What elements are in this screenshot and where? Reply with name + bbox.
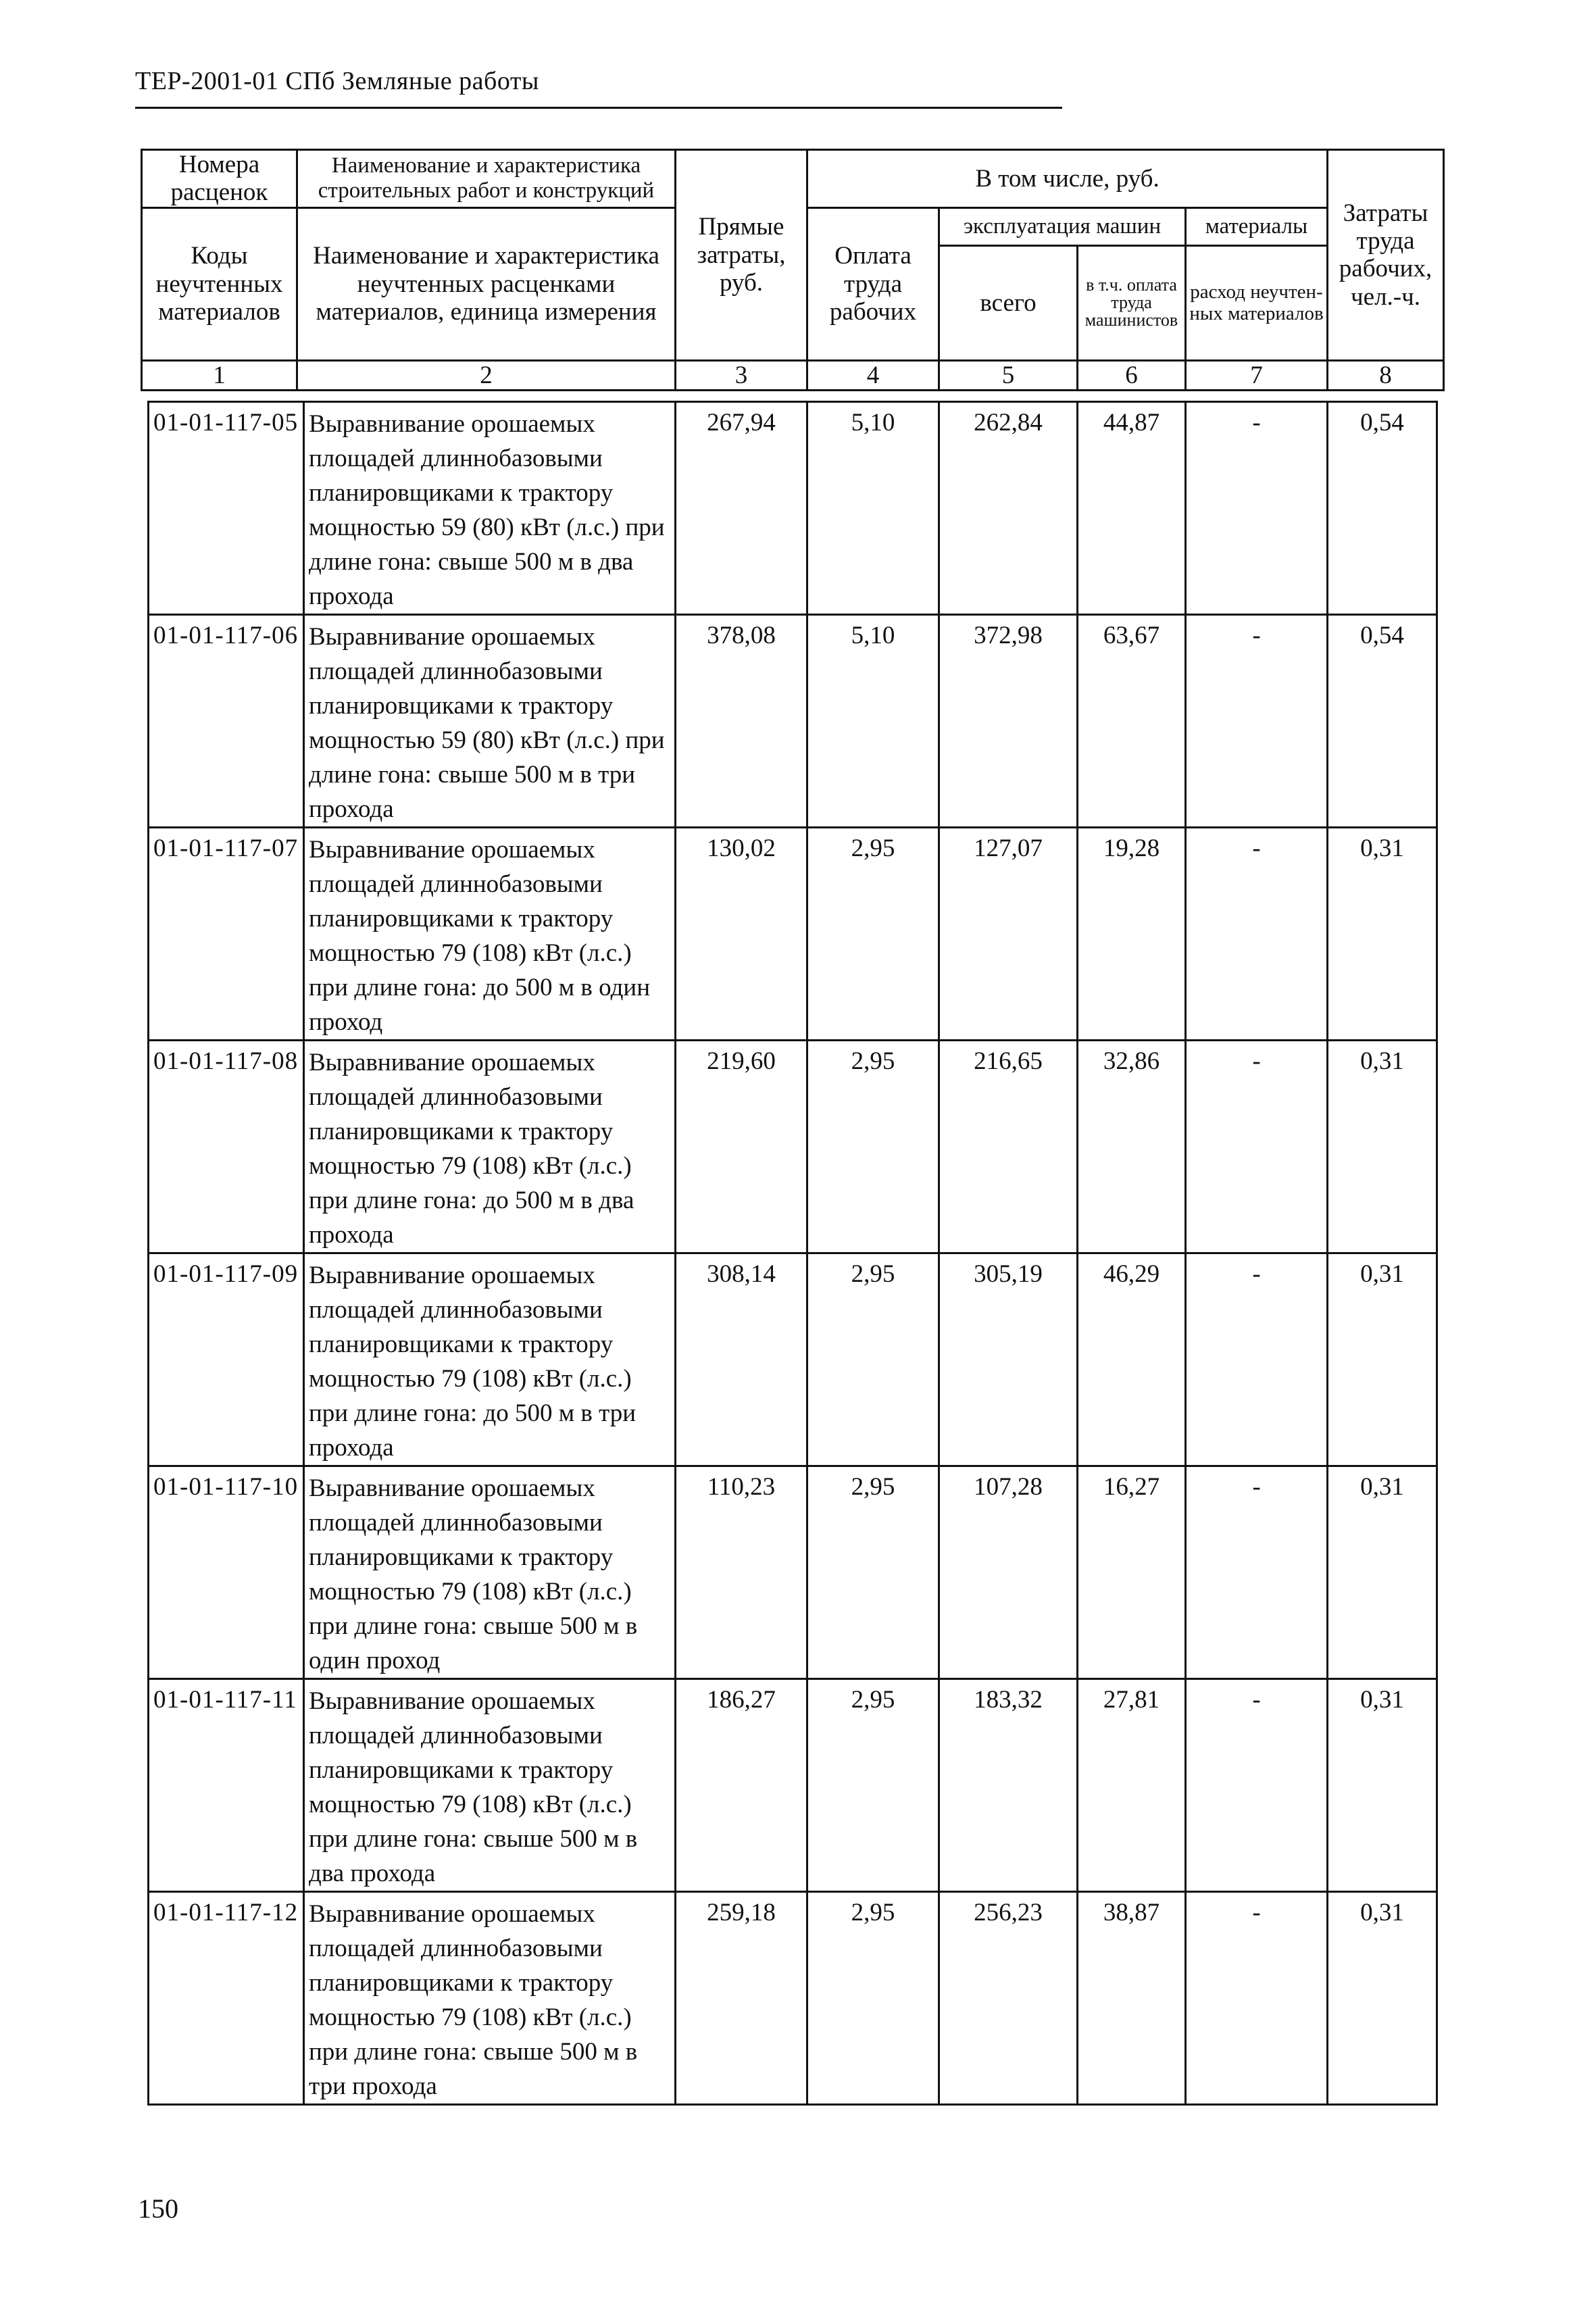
- machinist-pay-value: 38,87: [1078, 1892, 1186, 2105]
- header-machine-operation: эксплуатация машин: [939, 207, 1186, 245]
- table-row: [149, 828, 1437, 1041]
- machines-total-value: 305,19: [939, 1253, 1078, 1466]
- machines-total-value: 216,65: [939, 1041, 1078, 1253]
- column-number: 1: [142, 360, 297, 390]
- table-row: [149, 1041, 1437, 1253]
- machinist-pay-value: 44,87: [1078, 402, 1186, 615]
- rate-code: 01-01-117-10: [149, 1466, 304, 1679]
- materials-value: -: [1186, 1041, 1328, 1253]
- labor-hours-value: 0,31: [1328, 1892, 1437, 2105]
- machines-total-value: 372,98: [939, 615, 1078, 828]
- header-rule: [135, 107, 1062, 109]
- work-description: Выравнивание орошаемых площадей длиннобазовыми планировщиками к трактору мощностью 79 (108) кВт (л.с.) при длине гона: свыше 500 м в два прохода: [304, 1679, 676, 1892]
- direct-costs-value: 130,02: [676, 828, 807, 1041]
- machines-total-value: 256,23: [939, 1892, 1078, 2105]
- worker-pay-value: 2,95: [807, 828, 939, 1041]
- table-row: [149, 402, 1437, 615]
- materials-value: -: [1186, 615, 1328, 828]
- machines-total-value: 262,84: [939, 402, 1078, 615]
- machinist-pay-value: 46,29: [1078, 1253, 1186, 1466]
- machinist-pay-value: 27,81: [1078, 1679, 1186, 1892]
- header-machinist-pay: в т.ч. оплата труда машинистов: [1078, 245, 1186, 360]
- labor-hours-value: 0,31: [1328, 1466, 1437, 1679]
- labor-hours-value: 0,54: [1328, 615, 1437, 828]
- column-number: 5: [939, 360, 1078, 390]
- rate-code: 01-01-117-09: [149, 1253, 304, 1466]
- column-number: 2: [297, 360, 676, 390]
- column-number: 6: [1078, 360, 1186, 390]
- labor-hours-value: 0,31: [1328, 828, 1437, 1041]
- table-row: [149, 615, 1437, 828]
- materials-value: -: [1186, 1253, 1328, 1466]
- column-number: 3: [676, 360, 807, 390]
- work-description: Выравнивание орошаемых площадей длиннобазовыми планировщиками к трактору мощностью 59 (80) кВт (л.с.) при длине гона: свыше 500 м в три прохода: [304, 615, 676, 828]
- machinist-pay-value: 32,86: [1078, 1041, 1186, 1253]
- rate-code: 01-01-117-07: [149, 828, 304, 1041]
- materials-value: -: [1186, 1466, 1328, 1679]
- direct-costs-value: 219,60: [676, 1041, 807, 1253]
- labor-hours-value: 0,54: [1328, 402, 1437, 615]
- header-unaccounted-materials: расход неучтен-ных материалов: [1186, 245, 1328, 360]
- rate-code: 01-01-117-05: [149, 402, 304, 615]
- direct-costs-value: 378,08: [676, 615, 807, 828]
- direct-costs-value: 267,94: [676, 402, 807, 615]
- column-header-table: [141, 149, 1445, 391]
- rate-code: 01-01-117-08: [149, 1041, 304, 1253]
- direct-costs-value: 110,23: [676, 1466, 807, 1679]
- worker-pay-value: 2,95: [807, 1253, 939, 1466]
- worker-pay-value: 2,95: [807, 1466, 939, 1679]
- work-description: Выравнивание орошаемых площадей длиннобазовыми планировщиками к трактору мощностью 79 (108) кВт (л.с.) при длине гона: до 500 м в один проход: [304, 828, 676, 1041]
- header-material-codes: Коды неучтенных материалов: [142, 207, 297, 360]
- worker-pay-value: 2,95: [807, 1679, 939, 1892]
- table-row: [149, 1892, 1437, 2105]
- rate-code: 01-01-117-06: [149, 615, 304, 828]
- rates-table: [147, 401, 1438, 2106]
- header-rate-numbers: Номера расценок: [142, 150, 297, 208]
- work-description: Выравнивание орошаемых площадей длиннобазовыми планировщиками к трактору мощностью 59 (80) кВт (л.с.) при длине гона: свыше 500 м в два прохода: [304, 402, 676, 615]
- materials-value: -: [1186, 1679, 1328, 1892]
- rate-code: 01-01-117-11: [149, 1679, 304, 1892]
- rate-code: 01-01-117-12: [149, 1892, 304, 2105]
- machines-total-value: 107,28: [939, 1466, 1078, 1679]
- work-description: Выравнивание орошаемых площадей длиннобазовыми планировщиками к трактору мощностью 79 (108) кВт (л.с.) при длине гона: свыше 500 м в три прохода: [304, 1892, 676, 2105]
- column-number: 4: [807, 360, 939, 390]
- direct-costs-value: 186,27: [676, 1679, 807, 1892]
- header-work-name: Наименование и характеристика строительных работ и конструкций: [297, 150, 676, 208]
- worker-pay-value: 5,10: [807, 615, 939, 828]
- machines-total-value: 127,07: [939, 828, 1078, 1041]
- header-materials: материалы: [1186, 207, 1328, 245]
- header-machines-total: всего: [939, 245, 1078, 360]
- work-description: Выравнивание орошаемых площадей длиннобазовыми планировщиками к трактору мощностью 79 (108) кВт (л.с.) при длине гона: до 500 м в два прохода: [304, 1041, 676, 1253]
- header-including: В том числе, руб.: [807, 150, 1328, 208]
- page-header: ТЕР-2001-01 СПб Земляные работы: [135, 67, 539, 95]
- worker-pay-value: 2,95: [807, 1041, 939, 1253]
- table-row: [149, 1679, 1437, 1892]
- table-row: [149, 1253, 1437, 1466]
- machinist-pay-value: 16,27: [1078, 1466, 1186, 1679]
- machinist-pay-value: 63,67: [1078, 615, 1186, 828]
- direct-costs-value: 259,18: [676, 1892, 807, 2105]
- labor-hours-value: 0,31: [1328, 1041, 1437, 1253]
- materials-value: -: [1186, 1892, 1328, 2105]
- machines-total-value: 183,32: [939, 1679, 1078, 1892]
- header-direct-costs: Прямые затраты, руб.: [676, 150, 807, 361]
- column-number: 7: [1186, 360, 1328, 390]
- work-description: Выравнивание орошаемых площадей длиннобазовыми планировщиками к трактору мощностью 79 (108) кВт (л.с.) при длине гона: свыше 500 м в один проход: [304, 1466, 676, 1679]
- machinist-pay-value: 19,28: [1078, 828, 1186, 1041]
- materials-value: -: [1186, 402, 1328, 615]
- table-row: [149, 1466, 1437, 1679]
- labor-hours-value: 0,31: [1328, 1679, 1437, 1892]
- header-material-name: Наименование и характеристика неучтенных расценками материалов, единица измерения: [297, 207, 676, 360]
- work-description: Выравнивание орошаемых площадей длиннобазовыми планировщиками к трактору мощностью 79 (108) кВт (л.с.) при длине гона: до 500 м в три прохода: [304, 1253, 676, 1466]
- direct-costs-value: 308,14: [676, 1253, 807, 1466]
- materials-value: -: [1186, 828, 1328, 1041]
- worker-pay-value: 5,10: [807, 402, 939, 615]
- column-number: 8: [1328, 360, 1444, 390]
- page-number: 150: [138, 2193, 178, 2224]
- labor-hours-value: 0,31: [1328, 1253, 1437, 1466]
- header-worker-pay: Оплата труда рабочих: [807, 207, 939, 360]
- header-labor-hours: Затраты труда рабочих, чел.-ч.: [1328, 150, 1444, 361]
- worker-pay-value: 2,95: [807, 1892, 939, 2105]
